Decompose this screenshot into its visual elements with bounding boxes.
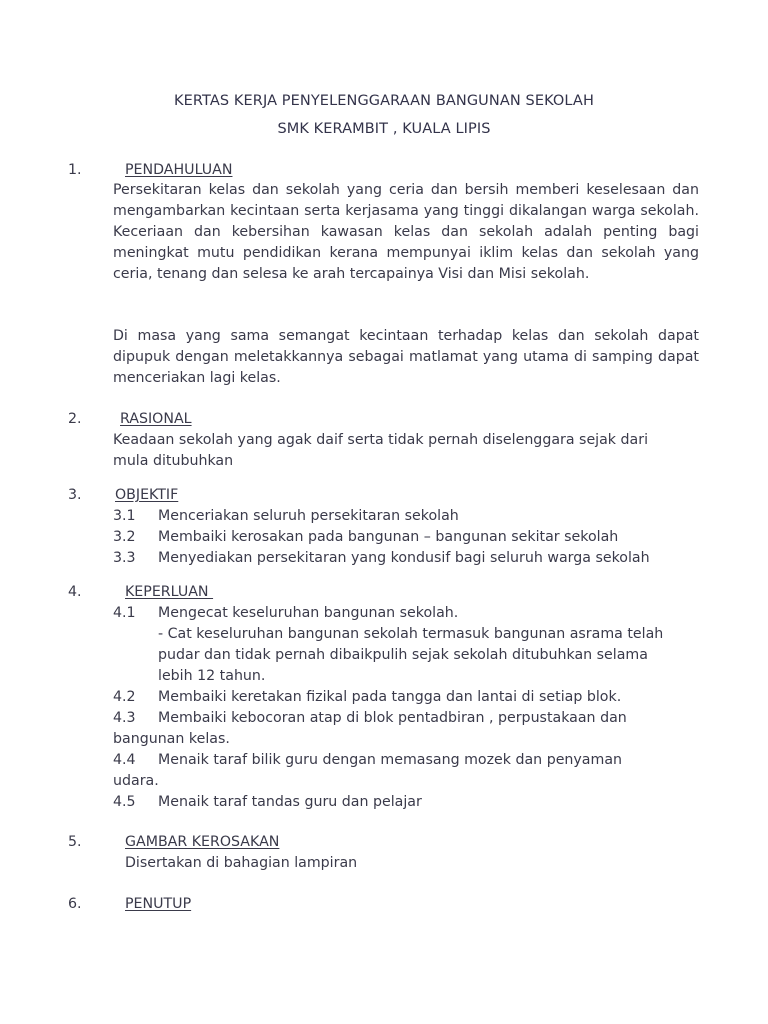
section-1-number: 1. <box>68 162 82 178</box>
objective-3-1-number: 3.1 <box>113 508 136 524</box>
requirement-4-1-number: 4.1 <box>113 605 136 621</box>
objective-3-2-text: Membaiki kerosakan pada bangunan – bangunan sekitar sekolah <box>158 529 619 545</box>
section-2-line-2: mula ditubuhkan <box>113 453 234 469</box>
requirement-4-5-number: 4.5 <box>113 794 136 810</box>
section-4-heading: KEPERLUAN <box>125 584 214 600</box>
school-name: SMK KERAMBIT , KUALA LIPIS <box>277 121 491 137</box>
requirement-4-3-continuation: bangunan kelas. <box>113 731 230 747</box>
objective-3-3-number: 3.3 <box>113 550 136 566</box>
objective-3-1-text: Menceriakan seluruh persekitaran sekolah <box>158 508 459 524</box>
section-2-heading: RASIONAL <box>120 411 192 427</box>
document-title: KERTAS KERJA PENYELENGGARAAN BANGUNAN SEKOLAH <box>174 93 594 109</box>
section-1-heading: PENDAHULUAN <box>125 162 233 178</box>
requirement-4-4-text: Menaik taraf bilik guru dengan memasang mozek dan penyaman <box>158 752 623 768</box>
requirement-4-4-continuation: udara. <box>113 773 159 789</box>
requirement-4-1-detail-1: - Cat keseluruhan bangunan sekolah termasuk bangunan asrama telah <box>158 626 664 642</box>
requirement-4-2-number: 4.2 <box>113 689 136 705</box>
requirement-4-4-number: 4.4 <box>113 752 136 768</box>
objective-3-3-text: Menyediakan persekitaran yang kondusif bagi seluruh warga sekolah <box>158 550 650 566</box>
section-2-number: 2. <box>68 411 82 427</box>
section-4-number: 4. <box>68 584 82 600</box>
requirement-4-5-text: Menaik taraf tandas guru dan pelajar <box>158 794 422 810</box>
section-5-number: 5. <box>68 834 82 850</box>
objective-3-2-number: 3.2 <box>113 529 136 545</box>
section-1-paragraph-1: Persekitaran kelas dan sekolah yang ceria dan bersih memberi keselesaan dan mengambarkan kecintaan serta kerjasama yang tinggi dikalangan warga sekolah. Keceriaan dan kebersihan kawasan kelas dan sekolah adalah penting bagi meningkat mutu pendidikan kerana mempunyai iklim kelas dan sekolah yang ceria, tenang dan selesa ke arah tercapainya Visi dan Misi sekolah. <box>113 182 699 282</box>
section-6-number: 6. <box>68 896 82 912</box>
requirement-4-1-text: Mengecat keseluruhan bangunan sekolah. <box>158 605 459 621</box>
section-5-line-1: Disertakan di bahagian lampiran <box>125 855 358 871</box>
section-5-heading: GAMBAR KEROSAKAN <box>125 834 280 850</box>
section-1-paragraph-2: Di masa yang sama semangat kecintaan terhadap kelas dan sekolah dapat dipupuk dengan meletakkannya sebagai matlamat yang utama di samping dapat menceriakan lagi kelas. <box>113 328 699 386</box>
requirement-4-1-detail-3: lebih 12 tahun. <box>158 668 266 684</box>
section-6-heading: PENUTUP <box>125 896 192 912</box>
section-2-line-1: Keadaan sekolah yang agak daif serta tidak pernah diselenggara sejak dari <box>113 432 649 448</box>
requirement-4-2-text: Membaiki keretakan fizikal pada tangga dan lantai di setiap blok. <box>158 689 622 705</box>
requirement-4-1-detail-2: pudar dan tidak pernah dibaikpulih sejak sekolah ditubuhkan selama <box>158 647 648 663</box>
section-3-heading: OBJEKTIF <box>115 487 179 503</box>
section-3-number: 3. <box>68 487 82 503</box>
requirement-4-3-text: Membaiki kebocoran atap di blok pentadbiran , perpustakaan dan <box>158 710 627 726</box>
requirement-4-3-number: 4.3 <box>113 710 136 726</box>
